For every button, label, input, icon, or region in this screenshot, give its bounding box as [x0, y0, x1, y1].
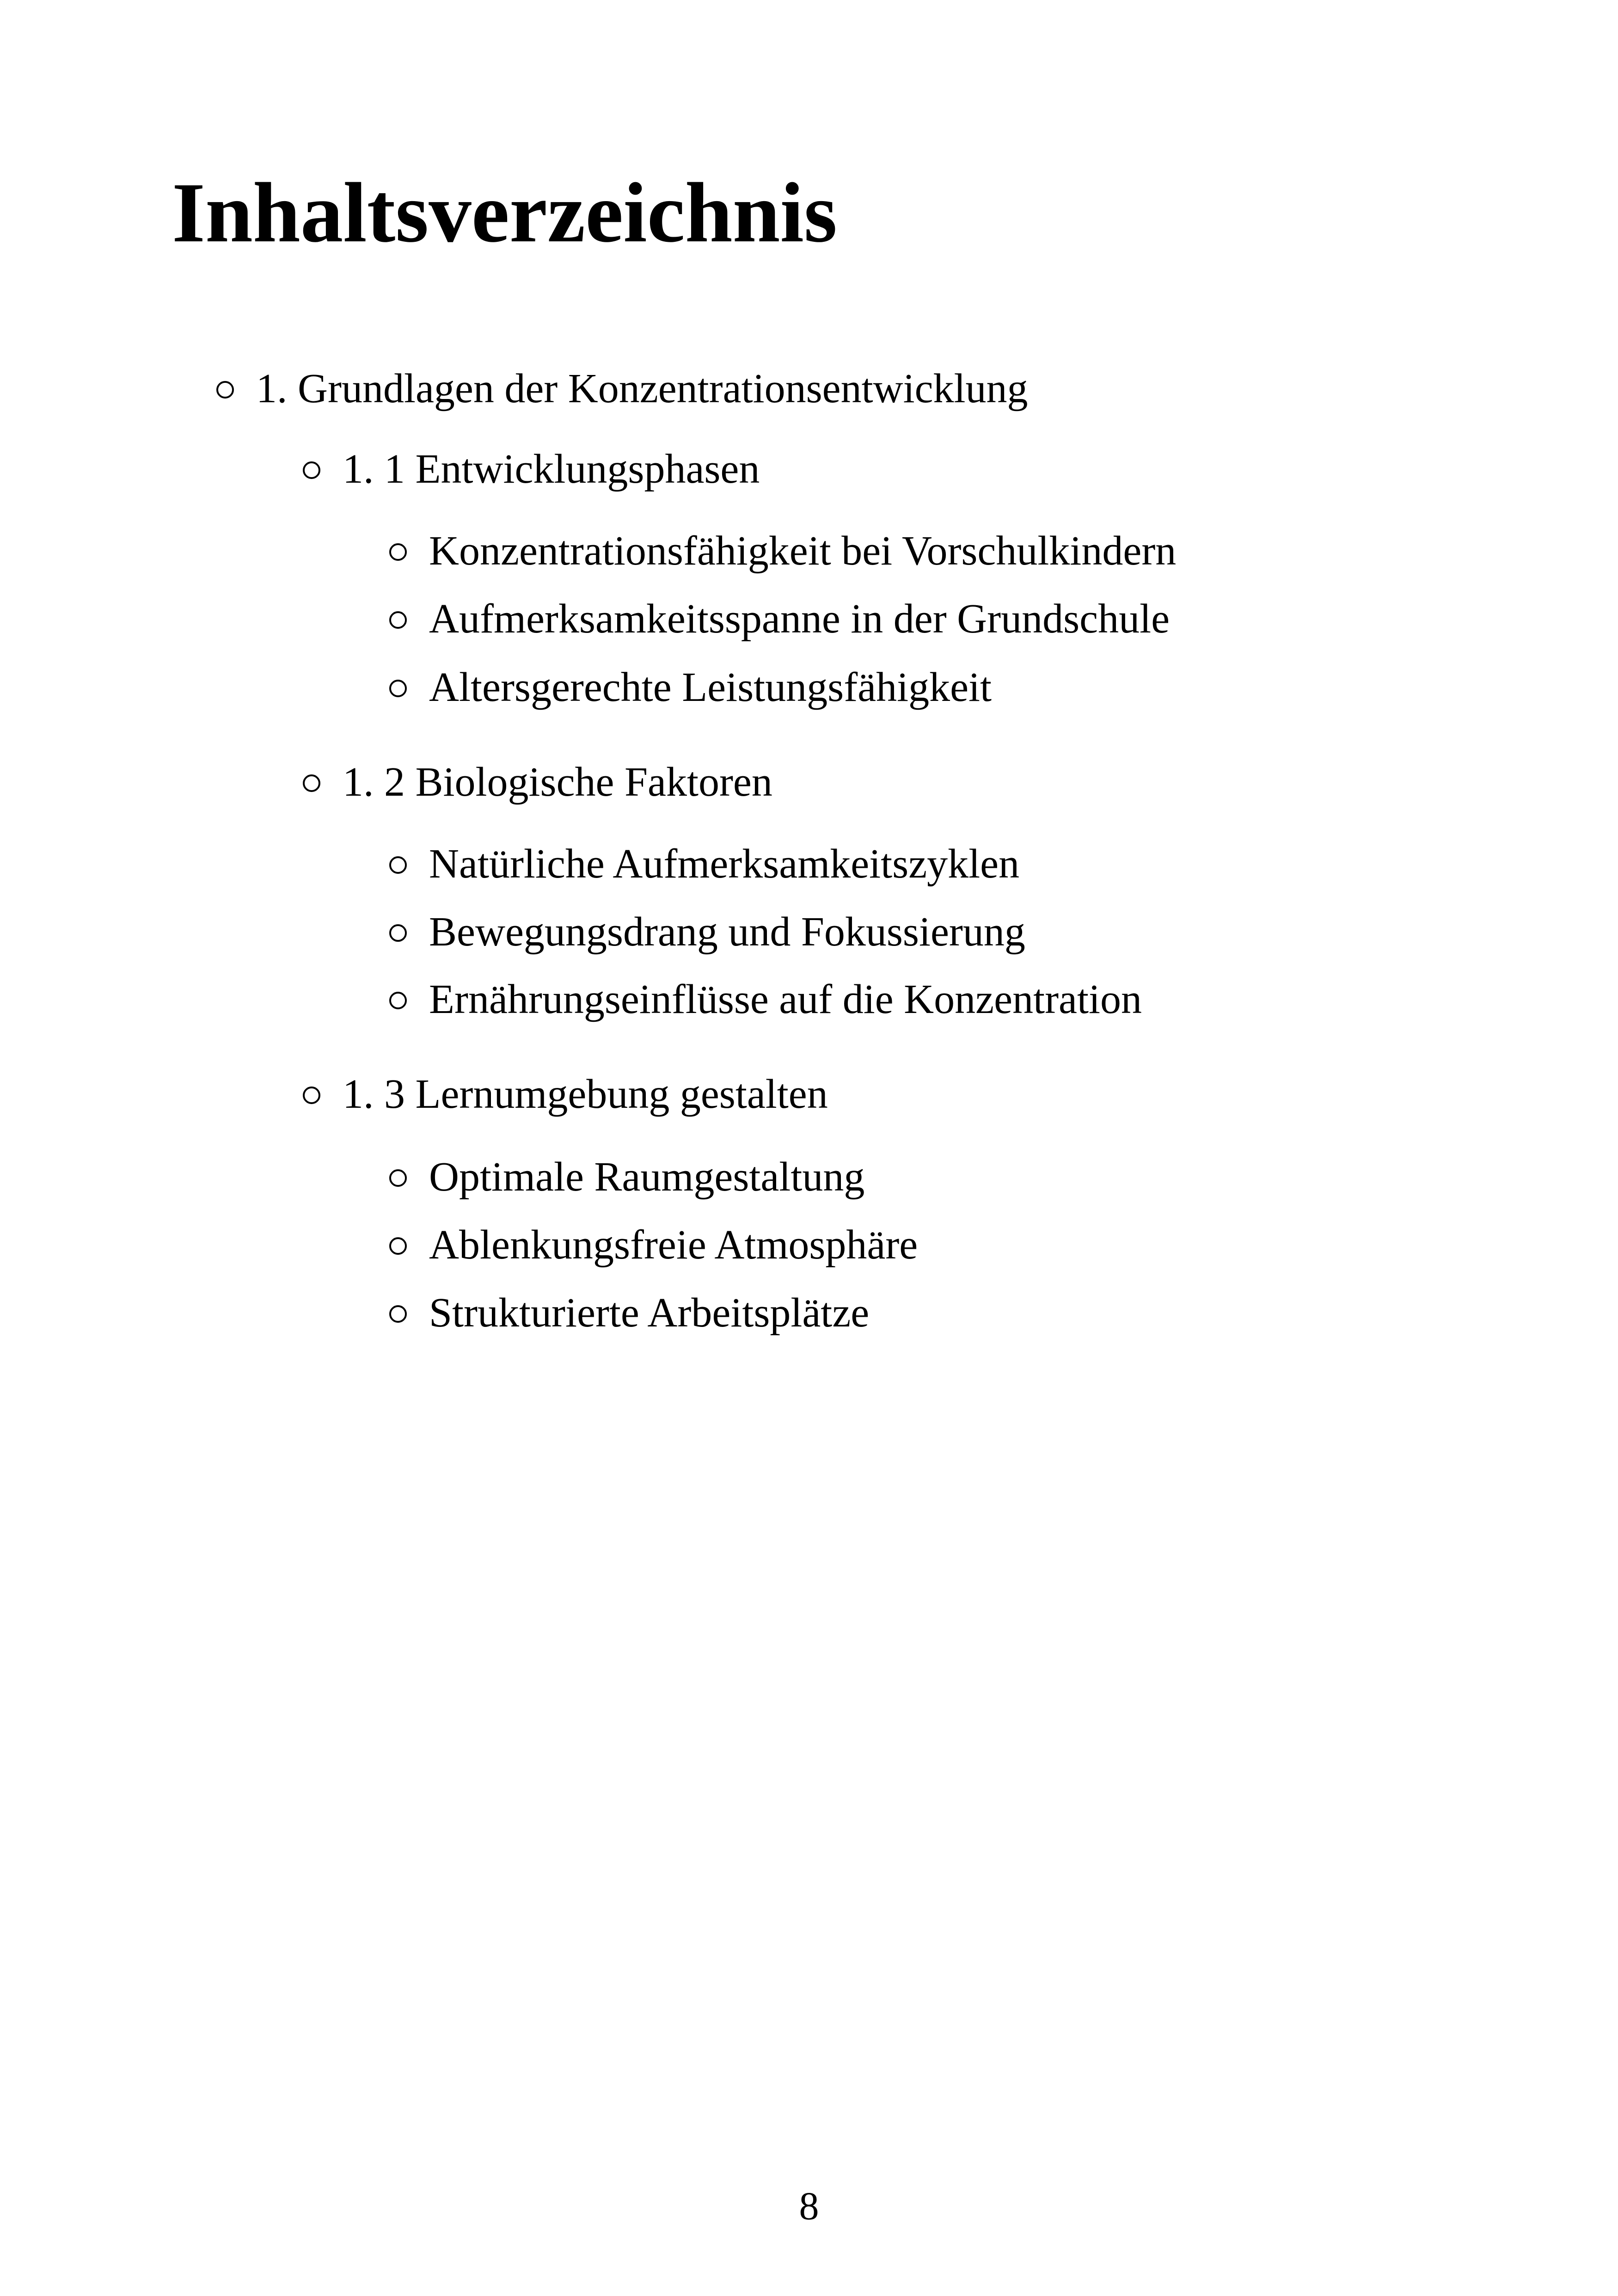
circle-bullet-icon: [389, 924, 407, 942]
toc-item: [389, 598, 1170, 640]
toc-entry-label: 1. 1 Entwicklungsphasen: [343, 446, 760, 492]
circle-bullet-icon: [389, 1169, 407, 1187]
toc-item: [389, 1292, 869, 1334]
toc-item: [389, 843, 1019, 885]
toc-entry-label: Ernährungseinflüsse auf die Konzentration: [429, 976, 1142, 1022]
toc-item: [389, 664, 992, 710]
circle-bullet-icon: [389, 611, 407, 629]
toc-entry-label: Bewegungsdrang und Fokussierung: [429, 909, 1025, 955]
toc-entry-label: Ablenkungsfreie Atmosphäre: [429, 1222, 918, 1268]
circle-bullet-icon: [389, 1305, 407, 1323]
toc-section-1-1: [303, 448, 760, 490]
toc-entry-label: 1. 3 Lernumgebung gestalten: [343, 1071, 828, 1117]
toc-entry-label: 1. 2 Biologische Faktoren: [343, 759, 772, 805]
circle-bullet-icon: [303, 461, 320, 479]
toc-entry-label: 1. Grundlagen der Konzentrationsentwicklung: [256, 366, 1028, 411]
toc-entry-label: Strukturierte Arbeitsplätze: [429, 1290, 870, 1336]
circle-bullet-icon: [389, 1237, 407, 1255]
toc-section-1-3: [303, 1071, 828, 1117]
page-title: Inhaltsverzeichnis: [172, 166, 837, 260]
toc-entry-label: Optimale Raumgestaltung: [429, 1154, 865, 1200]
toc-entry-label: Aufmerksamkeitsspanne in der Grundschule: [429, 596, 1170, 642]
circle-bullet-icon: [389, 543, 407, 561]
toc-section-1-2: [303, 761, 772, 803]
circle-bullet-icon: [389, 992, 407, 1009]
toc-item: [389, 530, 1176, 572]
circle-bullet-icon: [303, 1087, 320, 1104]
toc-item: [389, 911, 1025, 953]
circle-bullet-icon: [216, 381, 234, 399]
circle-bullet-icon: [303, 774, 320, 792]
toc-entry-label: Altersgerechte Leistungsfähigkeit: [429, 664, 992, 710]
page-number: 8: [799, 2184, 819, 2228]
circle-bullet-icon: [389, 680, 407, 697]
toc-item: [389, 1224, 918, 1266]
toc-item: [389, 1156, 864, 1198]
toc-item: [389, 976, 1142, 1022]
toc-chapter-1: [216, 368, 1028, 410]
toc-entry-label: Konzentrationsfähigkeit bei Vorschulkindern: [429, 528, 1177, 574]
toc-entry-label: Natürliche Aufmerksamkeitszyklen: [429, 841, 1020, 887]
circle-bullet-icon: [389, 856, 407, 874]
